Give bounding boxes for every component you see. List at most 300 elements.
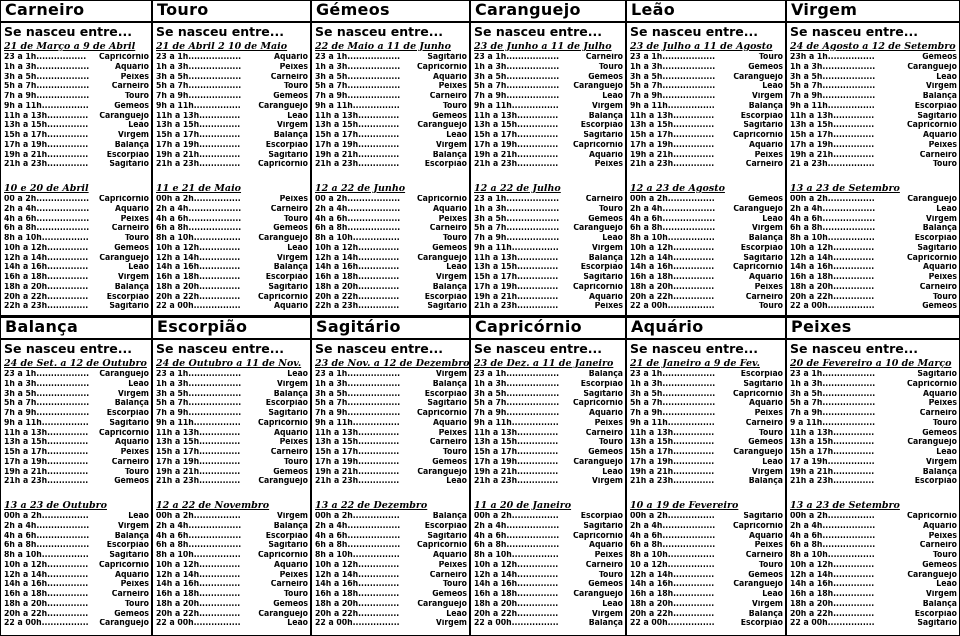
hour-range: 23h a 1h................ [790, 53, 875, 62]
hour-row [4, 112, 149, 122]
hour-row [315, 512, 467, 522]
hour-range: 15h a 17h.............. [4, 131, 89, 140]
hour-row [156, 263, 308, 273]
hour-row [474, 419, 623, 429]
ascendant-sign: Gémeos [922, 53, 957, 62]
hour-range: 18h a 20h.............. [156, 282, 241, 292]
hour-row [790, 561, 957, 571]
hour-row [315, 600, 467, 610]
period-range: 11 e 21 de Maio [156, 183, 242, 194]
hour-range: 00h a 2h................ [474, 512, 559, 521]
hour-row [4, 102, 149, 112]
hour-range: 3h a 5h.................. [4, 389, 90, 399]
hour-range: 9h a 11h................ [630, 101, 715, 111]
hour-row [4, 53, 149, 63]
hour-range: 18h a 20h.............. [630, 599, 715, 609]
hour-row [315, 205, 467, 215]
ascendant-sign: Touro [932, 160, 957, 170]
ascendant-sign: Aquário [114, 204, 149, 214]
hour-list [790, 53, 957, 170]
ascendant-sign: Virgem [925, 457, 957, 467]
hour-range: 13h a 15h.............. [474, 121, 559, 131]
hour-row [156, 53, 308, 63]
hour-range: 6h a 8h.................. [4, 224, 90, 234]
hour-row [156, 205, 308, 215]
ascendant-sign: Touro [758, 428, 783, 438]
ascendant-sign: Sagitário [427, 531, 467, 541]
hour-range: 12h a 14h.............. [315, 253, 400, 263]
intro-text: Se nasceu entre... [156, 341, 284, 356]
hour-range: 1h a 3h.................. [315, 379, 401, 389]
ascendant-sign: Caranguejo [733, 204, 783, 214]
hour-range: 21h a 23h.............. [630, 160, 715, 170]
ascendant-sign: Capricórnio [416, 62, 467, 72]
ascendant-sign: Peixes [279, 570, 308, 580]
hour-row [474, 151, 623, 161]
intro-text: Se nasceu entre... [790, 24, 918, 39]
hour-range: 15h a 17h.............. [474, 273, 559, 282]
hour-row [630, 541, 783, 551]
hour-row [4, 571, 149, 581]
hour-row [4, 263, 149, 273]
hour-range: 7h a 9h.................. [4, 92, 90, 101]
period-range: 23 de Junho a 11 de Julho [474, 41, 612, 52]
ascendant-sign: Carneiro [270, 72, 308, 82]
sign-panel [787, 318, 959, 635]
intro-text: Se nasceu entre... [156, 24, 284, 39]
hour-range: 15h a 17h.............. [474, 448, 559, 457]
hour-range: 17h a 19h.............. [474, 457, 559, 467]
ascendant-sign: Escorpião [265, 273, 308, 282]
ascendant-sign: Caranguejo [258, 609, 308, 619]
hour-range: 10 a 12h................ [630, 560, 715, 570]
hour-row [474, 273, 623, 283]
hour-range: 4h a 6h.................. [4, 214, 90, 224]
hour-row [790, 429, 957, 439]
hour-row [156, 561, 308, 571]
hour-row [630, 141, 783, 151]
ascendant-sign: Sagitário [583, 521, 623, 531]
hour-row [790, 160, 957, 170]
hour-range: 11h a 13h.............. [790, 111, 875, 121]
hour-row [474, 468, 623, 478]
period-range: 13 a 23 de Outubro [4, 500, 107, 511]
hour-row [790, 82, 957, 92]
ascendant-sign: Aquário [432, 204, 467, 214]
hour-range: 20h a 22h.............. [156, 609, 241, 619]
hour-list [4, 512, 149, 629]
ascendant-sign: Gémeos [114, 101, 149, 111]
hour-row [474, 302, 623, 312]
hour-range: 15h a 17h.............. [315, 448, 400, 457]
ascendant-sign: Aquário [588, 292, 623, 302]
hour-range: 1h a 3h.................. [156, 379, 242, 389]
hour-range: 18h a 20h.............. [4, 599, 89, 609]
hour-range: 20h a 22h.............. [156, 292, 241, 302]
ascendant-sign: Leão [128, 263, 149, 273]
hour-range: 14h a 16h.............. [315, 263, 400, 273]
hour-row [630, 399, 783, 409]
hour-row [4, 234, 149, 244]
ascendant-sign: Balança [432, 150, 467, 160]
hour-range: 8h a 10h................ [156, 551, 241, 560]
hour-range: 9h a 11h................ [790, 101, 875, 111]
ascendant-sign: Carneiro [919, 409, 957, 418]
spacer [315, 487, 467, 498]
hour-range: 16h a 18h.............. [4, 273, 89, 282]
hour-row [156, 419, 308, 429]
hour-range: 1h a 3h.................. [4, 379, 90, 389]
hour-range: 23 a 1h.................. [790, 370, 876, 379]
hour-range: 15h a 17h.............. [630, 131, 715, 140]
hour-row [156, 580, 308, 590]
hour-row [315, 244, 467, 254]
ascendant-sign: Capricórnio [906, 512, 957, 521]
hour-range: 18h a 20h.............. [790, 282, 875, 292]
hour-row [790, 141, 957, 151]
hour-range: 1h a 3h.................. [790, 62, 876, 72]
hour-range: 17h a 19h.............. [315, 457, 400, 467]
hour-range: 12h a 14h.............. [4, 253, 89, 263]
period-range: 23 de Nov. a 12 de Dezembro [315, 358, 470, 369]
period-range: 20 de Fevereiro a 10 de Março [790, 358, 952, 369]
sign-title: Virgem [787, 1, 959, 23]
hour-range: 5h a 7h.................. [630, 82, 716, 92]
hour-range: 00h a 2h................ [4, 512, 89, 521]
ascendant-sign: Capricórnio [572, 140, 623, 150]
hour-row [630, 522, 783, 532]
hour-range: 8h a 10h................ [630, 234, 715, 243]
hour-range: 16h a 18h.............. [630, 590, 715, 599]
hour-range: 1h a 3h.................. [474, 204, 560, 214]
hour-row [315, 419, 467, 429]
hour-row [4, 399, 149, 409]
hour-range: 20h a 22h.............. [790, 292, 875, 302]
hour-range: 11h a 13h.............. [474, 428, 559, 438]
ascendant-sign: Capricórnio [906, 253, 957, 263]
hour-range: 17h a 19h.............. [315, 140, 400, 150]
hour-range: 5h a 7h.................. [4, 399, 90, 409]
hour-row [315, 151, 467, 161]
period-range: 21 de Janeiro a 9 de Fev. [630, 358, 760, 369]
hour-row [315, 195, 467, 205]
ascendant-sign: Leão [287, 111, 308, 121]
hour-range: 1h a 3h.................. [4, 62, 90, 72]
ascendant-sign: Caranguejo [907, 195, 957, 204]
hour-row [156, 512, 308, 522]
hour-row [474, 131, 623, 141]
hour-row [790, 92, 957, 102]
ascendant-sign: Peixes [754, 409, 783, 418]
ascendant-sign: Aquário [748, 273, 783, 282]
hour-range: 15h a 17h.............. [156, 448, 241, 457]
ascendant-sign: Sagitário [427, 302, 467, 312]
ascendant-sign: Virgem [751, 224, 783, 234]
hour-row [630, 580, 783, 590]
hour-row [315, 458, 467, 468]
hour-row [315, 438, 467, 448]
ascendant-sign: Gémeos [273, 599, 308, 609]
ascendant-sign: Capricórnio [416, 541, 467, 551]
hour-range: 10h a 12h.............. [630, 243, 715, 253]
hour-range: 19h a 21h.............. [790, 467, 875, 477]
sign-title: Balança [1, 318, 151, 340]
hour-range: 15h a 17h.............. [315, 131, 400, 140]
ascendant-sign: Caranguejo [99, 253, 149, 263]
ascendant-sign: Peixes [594, 418, 623, 428]
hour-range: 10h a 12h.............. [4, 243, 89, 253]
hour-row [790, 224, 957, 234]
ascendant-sign: Peixes [438, 560, 467, 570]
hour-row [630, 283, 783, 293]
hour-range: 6h a 8h.................. [790, 541, 876, 551]
sign-title: Carneiro [1, 1, 151, 23]
hour-list [474, 512, 623, 629]
ascendant-sign: Sagitário [109, 302, 149, 312]
hour-row [630, 151, 783, 161]
hour-row [315, 293, 467, 303]
hour-row [630, 131, 783, 141]
hour-row [474, 399, 623, 409]
hour-range: 10h a 12h.............. [790, 560, 875, 570]
hour-range: 6h a 8h.................. [156, 224, 242, 234]
hour-range: 19h a 21h.............. [474, 467, 559, 477]
hour-range: 2h a 4h.................. [474, 521, 560, 531]
hour-range: 2h a 4h.................. [315, 204, 401, 214]
ascendant-sign: Balança [748, 234, 783, 243]
hour-row [630, 600, 783, 610]
hour-range: 11h a 13h.............. [315, 428, 400, 438]
sign-title: Peixes [787, 318, 959, 340]
hour-row [790, 121, 957, 131]
ascendant-sign: Touro [598, 438, 623, 448]
hour-list [790, 370, 957, 487]
hour-range: 20h a 22h.............. [630, 292, 715, 302]
hour-range: 23 a 1h.................. [630, 370, 716, 379]
ascendant-sign: Escorpião [106, 150, 149, 160]
hour-row [315, 63, 467, 73]
spacer [474, 487, 623, 498]
hour-row [4, 254, 149, 264]
hour-row [630, 619, 783, 629]
ascendant-sign: Escorpião [265, 399, 308, 409]
ascendant-sign: Virgem [435, 273, 467, 282]
hour-range: 5h a 7h.................. [474, 399, 560, 409]
ascendant-sign: Aquário [588, 541, 623, 551]
hour-list [315, 53, 467, 170]
hour-range: 3h a 5h.................. [630, 389, 716, 399]
hour-row [4, 390, 149, 400]
hour-range: 11h a 13h.............. [4, 428, 89, 438]
hour-row [474, 610, 623, 620]
ascendant-sign: Sagitário [109, 551, 149, 560]
ascendant-sign: Leão [602, 234, 623, 243]
ascendant-sign: Capricórnio [257, 160, 308, 170]
ascendant-sign: Capricórnio [906, 121, 957, 131]
period-range: 23 de Julho a 11 de Agosto [630, 41, 773, 52]
hour-range: 14h a 16h.............. [4, 263, 89, 273]
ascendant-sign: Gémeos [588, 448, 623, 457]
hour-row [474, 512, 623, 522]
ascendant-sign: Virgem [591, 609, 623, 619]
hour-row [790, 409, 957, 419]
hour-range: 00h a 2h................ [315, 512, 400, 521]
hour-row [630, 419, 783, 429]
ascendant-sign: Leão [128, 121, 149, 131]
hour-range: 17h a 19h.............. [4, 140, 89, 150]
sign-panel [312, 1, 471, 315]
ascendant-sign: Sagitário [917, 370, 957, 379]
ascendant-sign: Escorpião [265, 531, 308, 541]
hour-row [315, 380, 467, 390]
ascendant-sign: Virgem [591, 243, 623, 253]
ascendant-sign: Carneiro [919, 282, 957, 292]
ascendant-sign: Gémeos [273, 224, 308, 234]
ascendant-sign: Gémeos [588, 580, 623, 590]
ascendant-sign: Caranguejo [99, 111, 149, 121]
hour-row [630, 293, 783, 303]
hour-range: 13h a 15h.............. [474, 263, 559, 273]
hour-range: 3h a 5h.................. [315, 389, 401, 399]
ascendant-sign: Virgem [435, 140, 467, 150]
hour-row [474, 63, 623, 73]
hour-range: 11h a 13h.............. [4, 111, 89, 121]
hour-range: 16h a 18h.............. [315, 590, 400, 599]
period-range: 13 a 23 de Setembro [790, 500, 900, 511]
hour-range: 9h a 11h................ [156, 418, 241, 428]
hour-row [630, 610, 783, 620]
ascendant-sign: Escorpião [740, 243, 783, 253]
hour-row [790, 102, 957, 112]
hour-range: 10h a 12h.............. [156, 243, 241, 253]
hour-row [630, 73, 783, 83]
ascendant-sign: Gémeos [432, 590, 467, 599]
hour-row [474, 244, 623, 254]
hour-list [156, 53, 308, 170]
ascendant-sign: Virgem [925, 214, 957, 224]
hour-list [156, 370, 308, 487]
ascendant-sign: Touro [442, 101, 467, 111]
hour-range: 3h a 5h.................. [474, 72, 560, 82]
ascendant-sign: Caranguejo [573, 457, 623, 467]
hour-range: 4h a 6h.................. [790, 531, 876, 541]
hour-row [474, 112, 623, 122]
hour-row [156, 102, 308, 112]
ascendant-sign: Escorpião [106, 292, 149, 302]
ascendant-sign: Capricórnio [732, 389, 783, 399]
hour-row [790, 302, 957, 312]
intro-text: Se nasceu entre... [630, 24, 758, 39]
hour-range: 18h a 20h.............. [474, 599, 559, 609]
hour-row [790, 273, 957, 283]
ascendant-sign: Escorpião [914, 234, 957, 243]
hour-row [156, 283, 308, 293]
ascendant-sign: Balança [922, 467, 957, 477]
hour-row [315, 390, 467, 400]
hour-range: 11h a 13h.............. [474, 111, 559, 121]
ascendant-sign: Balança [273, 521, 308, 531]
hour-range: 00h a 2h................ [156, 195, 241, 204]
ascendant-sign: Aquário [432, 418, 467, 428]
ascendant-sign: Leão [602, 599, 623, 609]
hour-range: 19h a 21h.............. [630, 467, 715, 477]
hour-row [790, 73, 957, 83]
hour-range: 20h a 22h.............. [4, 609, 89, 619]
ascendant-sign: Escorpião [424, 160, 467, 170]
ascendant-sign: Sagitário [743, 121, 783, 131]
hour-range: 11h a 13h.............. [790, 428, 875, 438]
intro-text: Se nasceu entre... [315, 341, 443, 356]
period-range: 13 a 23 de Setembro [790, 183, 900, 194]
hour-range: 19h a 21h.............. [315, 467, 400, 477]
ascendant-sign: Escorpião [424, 389, 467, 399]
hour-range: 14h a 16h.............. [790, 580, 875, 590]
hour-range: 23 a 1h.................. [474, 195, 560, 204]
ascendant-sign: Peixes [120, 72, 149, 82]
hour-range: 8h a 10h................ [4, 551, 89, 560]
hour-range: 16h a 18h.............. [4, 590, 89, 599]
period-range: 10 a 19 de Fevereiro [630, 500, 739, 511]
ascendant-sign: Sagitário [109, 418, 149, 428]
hour-range: 22 a 00h................ [630, 619, 715, 629]
hour-list [474, 195, 623, 312]
hour-range: 22 a 00h................ [315, 619, 400, 629]
ascendant-sign: Balança [588, 253, 623, 263]
ascendant-sign: Gémeos [114, 609, 149, 619]
hour-range: 15h a 17h.............. [790, 131, 875, 140]
hour-range: 5h a 7h.................. [156, 82, 242, 92]
hour-row [474, 522, 623, 532]
hour-range: 1h a 3h.................. [630, 379, 716, 389]
hour-row [4, 380, 149, 390]
ascendant-sign: Caranguejo [573, 224, 623, 234]
hour-row [790, 522, 957, 532]
ascendant-sign: Touro [124, 234, 149, 243]
hour-row [474, 370, 623, 380]
ascendant-sign: Leão [762, 457, 783, 467]
ascendant-sign: Aquário [432, 551, 467, 560]
hour-row [315, 522, 467, 532]
hour-range: 14h a 16h.............. [156, 580, 241, 590]
hour-range: 6h a 8h.................. [630, 224, 716, 234]
hour-range: 13h a 15h.............. [790, 121, 875, 131]
ascendant-sign: Touro [442, 580, 467, 590]
hour-row [790, 590, 957, 600]
ascendant-sign: Carneiro [111, 224, 149, 234]
ascendant-sign: Leão [287, 619, 308, 629]
hour-range: 00h a 2h................ [790, 512, 875, 521]
spacer [790, 487, 957, 498]
ascendant-sign: Caranguejo [573, 82, 623, 92]
period-range: 21 de Abril 2 10 de Maio [156, 41, 288, 52]
ascendant-sign: Touro [283, 590, 308, 599]
hour-row [630, 215, 783, 225]
ascendant-sign: Sagitário [583, 131, 623, 140]
hour-range: 16h a 18h.............. [790, 590, 875, 599]
hour-row [474, 263, 623, 273]
hour-range: 2h a 4h.................. [630, 204, 716, 214]
ascendant-sign: Capricórnio [257, 418, 308, 428]
period-range: 24 de Agosto a 12 de Setembro [790, 41, 956, 52]
hour-list [790, 512, 957, 629]
hour-row [474, 429, 623, 439]
hour-row [474, 390, 623, 400]
hour-row [630, 390, 783, 400]
ascendant-sign: Caranguejo [417, 599, 467, 609]
sign-title: Capricórnio [471, 318, 625, 340]
ascendant-sign: Balança [432, 282, 467, 292]
ascendant-sign: Capricórnio [98, 195, 149, 204]
